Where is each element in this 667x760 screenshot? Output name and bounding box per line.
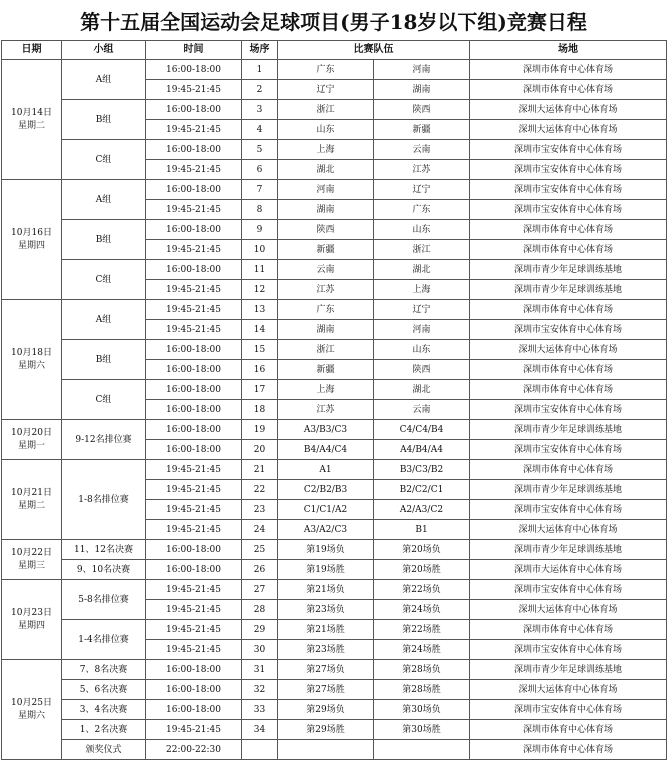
table-row: [2, 140, 667, 160]
venue-cell: 深圳大运体育中心体育场: [470, 680, 667, 700]
team2-cell: C4/C4/B4: [374, 420, 470, 440]
group-cell: 5、6名决赛: [62, 680, 146, 700]
team2-cell: 上海: [374, 280, 470, 300]
header-group: 小组: [62, 41, 146, 60]
team2-cell: 第22场负: [374, 580, 470, 600]
group-cell: 3、4名决赛: [62, 700, 146, 720]
venue-cell: 深圳市宝安体育中心体育场: [470, 640, 667, 660]
weekday-text: 星期三: [17, 560, 45, 571]
venue-cell: 深圳市体育中心体育场: [470, 740, 667, 760]
table-row: [2, 560, 667, 580]
match-no-cell: 11: [242, 260, 278, 280]
date-cell: [2, 420, 62, 460]
venue-cell: 深圳市青少年足球训练基地: [470, 280, 667, 300]
table-row: [2, 380, 667, 400]
team1-cell: 江苏: [278, 280, 374, 300]
team1-cell: 上海: [278, 380, 374, 400]
venue-cell: 深圳市青少年足球训练基地: [470, 660, 667, 680]
time-cell: 16:00-18:00: [146, 140, 242, 160]
time-cell: 16:00-18:00: [146, 100, 242, 120]
team1-cell: 第23场胜: [278, 640, 374, 660]
venue-cell: 深圳市宝安体育中心体育场: [470, 440, 667, 460]
team2-cell: 云南: [374, 140, 470, 160]
match-no-cell: 1: [242, 60, 278, 80]
time-cell: 16:00-18:00: [146, 440, 242, 460]
venue-cell: 深圳市宝安体育中心体育场: [470, 160, 667, 180]
match-no-cell: 6: [242, 160, 278, 180]
time-cell: 19:45-21:45: [146, 300, 242, 320]
match-no-cell: 16: [242, 360, 278, 380]
group-cell: 1、2名决赛: [62, 720, 146, 740]
group-cell: 5-8名排位赛: [62, 580, 146, 620]
time-cell: 16:00-18:00: [146, 340, 242, 360]
table-row: [2, 700, 667, 720]
match-no-cell: 28: [242, 600, 278, 620]
match-no-cell: 29: [242, 620, 278, 640]
team1-cell: 河南: [278, 180, 374, 200]
table-row: [2, 720, 667, 740]
group-cell: C组: [62, 260, 146, 300]
time-cell: 16:00-18:00: [146, 180, 242, 200]
venue-cell: 深圳市体育中心体育场: [470, 220, 667, 240]
venue-cell: 深圳市宝安体育中心体育场: [470, 320, 667, 340]
date-cell: [2, 540, 62, 580]
time-cell: 19:45-21:45: [146, 120, 242, 140]
table-row: [2, 180, 667, 200]
match-no-cell: 25: [242, 540, 278, 560]
table-row: [2, 580, 667, 600]
team2-cell: 湖北: [374, 380, 470, 400]
match-no-cell: 15: [242, 340, 278, 360]
team1-cell: C1/C1/A2: [278, 500, 374, 520]
group-cell: B组: [62, 100, 146, 140]
date-cell: [2, 660, 62, 760]
table-row: [2, 660, 667, 680]
match-no-cell: 14: [242, 320, 278, 340]
match-no-cell: 3: [242, 100, 278, 120]
team1-cell: A1: [278, 460, 374, 480]
team1-cell: 辽宁: [278, 80, 374, 100]
match-no-cell: 17: [242, 380, 278, 400]
match-no-cell: 24: [242, 520, 278, 540]
team1-cell: 上海: [278, 140, 374, 160]
venue-cell: 深圳大运体育中心体育场: [470, 100, 667, 120]
match-no-cell: 10: [242, 240, 278, 260]
team2-cell: 第24场负: [374, 600, 470, 620]
time-cell: 16:00-18:00: [146, 380, 242, 400]
group-cell: B组: [62, 340, 146, 380]
group-cell: B组: [62, 220, 146, 260]
match-no-cell: 7: [242, 180, 278, 200]
venue-cell: 深圳市宝安体育中心体育场: [470, 140, 667, 160]
weekday-text: 星期二: [17, 500, 45, 511]
venue-cell: 深圳市宝安体育中心体育场: [470, 180, 667, 200]
match-no-cell: 26: [242, 560, 278, 580]
team1-cell: 湖北: [278, 160, 374, 180]
group-cell: 7、8名决赛: [62, 660, 146, 680]
team2-cell: 云南: [374, 400, 470, 420]
weekday-text: 星期四: [17, 240, 45, 251]
venue-cell: 深圳市青少年足球训练基地: [470, 480, 667, 500]
team1-cell: B4/A4/C4: [278, 440, 374, 460]
table-row: [2, 300, 667, 320]
team2-cell: B2/C2/C1: [374, 480, 470, 500]
match-no-cell: 31: [242, 660, 278, 680]
venue-cell: 深圳市宝安体育中心体育场: [470, 400, 667, 420]
date-text: 10月25日: [11, 697, 52, 708]
team2-cell: 第20场胜: [374, 560, 470, 580]
page-title: 第十五届全国运动会足球项目(男子18岁以下组)竞赛日程: [80, 10, 587, 34]
venue-cell: 深圳市体育中心体育场: [470, 360, 667, 380]
team2-cell: 浙江: [374, 240, 470, 260]
weekday-text: 星期二: [17, 120, 45, 131]
header-teams: 比赛队伍: [278, 41, 470, 60]
time-cell: 16:00-18:00: [146, 420, 242, 440]
venue-cell: 深圳市青少年足球训练基地: [470, 260, 667, 280]
header-date: 日期: [2, 41, 62, 60]
venue-cell: 深圳市大运体育中心体育场: [470, 560, 667, 580]
table-row: [2, 220, 667, 240]
table-row: [2, 620, 667, 640]
venue-cell: 深圳大运体育中心体育场: [470, 520, 667, 540]
date-cell: [2, 460, 62, 540]
time-cell: 16:00-18:00: [146, 540, 242, 560]
match-no-cell: 8: [242, 200, 278, 220]
group-cell: A组: [62, 60, 146, 100]
table-row: [2, 680, 667, 700]
time-cell: 19:45-21:45: [146, 520, 242, 540]
match-no-cell: [242, 740, 278, 760]
time-cell: 16:00-18:00: [146, 680, 242, 700]
venue-cell: 深圳市青少年足球训练基地: [470, 420, 667, 440]
match-no-cell: 20: [242, 440, 278, 460]
table-row: [2, 540, 667, 560]
team2-cell: A2/A3/C2: [374, 500, 470, 520]
table-row: [2, 740, 667, 760]
match-no-cell: 9: [242, 220, 278, 240]
table-row: [2, 420, 667, 440]
group-cell: 1-8名排位赛: [62, 460, 146, 540]
time-cell: 16:00-18:00: [146, 220, 242, 240]
venue-cell: 深圳大运体育中心体育场: [470, 340, 667, 360]
team1-cell: 广东: [278, 300, 374, 320]
team1-cell: 第27场胜: [278, 680, 374, 700]
team2-cell: 陕西: [374, 360, 470, 380]
team1-cell: 浙江: [278, 100, 374, 120]
time-cell: 16:00-18:00: [146, 60, 242, 80]
match-no-cell: 12: [242, 280, 278, 300]
match-no-cell: 33: [242, 700, 278, 720]
date-cell: [2, 180, 62, 300]
venue-cell: 深圳大运体育中心体育场: [470, 600, 667, 620]
team2-cell: [374, 740, 470, 760]
match-no-cell: 34: [242, 720, 278, 740]
weekday-text: 星期六: [17, 360, 45, 371]
team1-cell: 第21场负: [278, 580, 374, 600]
table-row: [2, 260, 667, 280]
team2-cell: 陕西: [374, 100, 470, 120]
group-cell: 颁奖仪式: [62, 740, 146, 760]
weekday-text: 星期一: [17, 440, 45, 451]
date-cell: [2, 300, 62, 420]
header-row: [2, 41, 667, 60]
table-row: [2, 60, 667, 80]
team1-cell: C2/B2/B3: [278, 480, 374, 500]
group-cell: A组: [62, 180, 146, 220]
time-cell: 19:45-21:45: [146, 280, 242, 300]
team2-cell: 辽宁: [374, 180, 470, 200]
date-text: 10月23日: [11, 607, 52, 618]
group-cell: 1-4名排位赛: [62, 620, 146, 660]
team1-cell: 新疆: [278, 240, 374, 260]
header-match-no: 场序: [242, 41, 278, 60]
time-cell: 19:45-21:45: [146, 200, 242, 220]
table-row: [2, 100, 667, 120]
team1-cell: 第21场胜: [278, 620, 374, 640]
team2-cell: 第20场负: [374, 540, 470, 560]
date-text: 10月16日: [11, 227, 52, 238]
schedule-body: [2, 60, 667, 760]
team1-cell: [278, 740, 374, 760]
team1-cell: 广东: [278, 60, 374, 80]
time-cell: 16:00-18:00: [146, 400, 242, 420]
group-cell: 9、10名决赛: [62, 560, 146, 580]
venue-cell: 深圳市体育中心体育场: [470, 380, 667, 400]
date-cell: [2, 60, 62, 180]
team2-cell: 山东: [374, 220, 470, 240]
time-cell: 16:00-18:00: [146, 660, 242, 680]
match-no-cell: 22: [242, 480, 278, 500]
date-cell: [2, 580, 62, 660]
date-text: 10月20日: [11, 427, 52, 438]
team2-cell: 第30场负: [374, 700, 470, 720]
match-no-cell: 4: [242, 120, 278, 140]
time-cell: 19:45-21:45: [146, 240, 242, 260]
header-venue: 场地: [470, 41, 667, 60]
venue-cell: 深圳市宝安体育中心体育场: [470, 200, 667, 220]
team2-cell: 第28场负: [374, 660, 470, 680]
team1-cell: 第19场胜: [278, 560, 374, 580]
venue-cell: 深圳市体育中心体育场: [470, 300, 667, 320]
venue-cell: 深圳市体育中心体育场: [470, 80, 667, 100]
venue-cell: 深圳市宝安体育中心体育场: [470, 580, 667, 600]
schedule-table: [1, 40, 667, 760]
team2-cell: A4/B4/A4: [374, 440, 470, 460]
group-cell: 9-12名排位赛: [62, 420, 146, 460]
time-cell: 19:45-21:45: [146, 640, 242, 660]
time-cell: 16:00-18:00: [146, 260, 242, 280]
venue-cell: 深圳市体育中心体育场: [470, 460, 667, 480]
team2-cell: B1: [374, 520, 470, 540]
group-cell: C组: [62, 380, 146, 420]
team2-cell: 第28场胜: [374, 680, 470, 700]
time-cell: 19:45-21:45: [146, 460, 242, 480]
team1-cell: 第19场负: [278, 540, 374, 560]
team2-cell: 辽宁: [374, 300, 470, 320]
group-cell: 11、12名决赛: [62, 540, 146, 560]
team1-cell: 湖南: [278, 200, 374, 220]
date-text: 10月22日: [11, 547, 52, 558]
venue-cell: 深圳市体育中心体育场: [470, 720, 667, 740]
team2-cell: 湖北: [374, 260, 470, 280]
venue-cell: 深圳市宝安体育中心体育场: [470, 700, 667, 720]
team2-cell: 河南: [374, 320, 470, 340]
time-cell: 19:45-21:45: [146, 500, 242, 520]
time-cell: 19:45-21:45: [146, 580, 242, 600]
match-no-cell: 32: [242, 680, 278, 700]
time-cell: 16:00-18:00: [146, 560, 242, 580]
match-no-cell: 5: [242, 140, 278, 160]
time-cell: 19:45-21:45: [146, 600, 242, 620]
time-cell: 19:45-21:45: [146, 80, 242, 100]
time-cell: 19:45-21:45: [146, 480, 242, 500]
table-row: [2, 340, 667, 360]
team2-cell: 新疆: [374, 120, 470, 140]
team2-cell: 广东: [374, 200, 470, 220]
time-cell: 19:45-21:45: [146, 620, 242, 640]
time-cell: 19:45-21:45: [146, 720, 242, 740]
weekday-text: 星期四: [17, 620, 45, 631]
group-cell: C组: [62, 140, 146, 180]
match-no-cell: 23: [242, 500, 278, 520]
team1-cell: 新疆: [278, 360, 374, 380]
time-cell: 19:45-21:45: [146, 160, 242, 180]
time-cell: 22:00-22:30: [146, 740, 242, 760]
venue-cell: 深圳市体育中心体育场: [470, 60, 667, 80]
venue-cell: 深圳市宝安体育中心体育场: [470, 500, 667, 520]
team1-cell: 江苏: [278, 400, 374, 420]
team1-cell: 第29场负: [278, 700, 374, 720]
match-no-cell: 30: [242, 640, 278, 660]
team2-cell: B3/C3/B2: [374, 460, 470, 480]
venue-cell: 深圳大运体育中心体育场: [470, 120, 667, 140]
team2-cell: 江苏: [374, 160, 470, 180]
match-no-cell: 2: [242, 80, 278, 100]
date-text: 10月21日: [11, 487, 52, 498]
match-no-cell: 19: [242, 420, 278, 440]
venue-cell: 深圳市体育中心体育场: [470, 240, 667, 260]
date-text: 10月18日: [11, 347, 52, 358]
time-cell: 19:45-21:45: [146, 320, 242, 340]
team2-cell: 第24场胜: [374, 640, 470, 660]
venue-cell: 深圳市青少年足球训练基地: [470, 540, 667, 560]
match-no-cell: 27: [242, 580, 278, 600]
team1-cell: 第29场胜: [278, 720, 374, 740]
team1-cell: 第27场负: [278, 660, 374, 680]
team1-cell: 陕西: [278, 220, 374, 240]
team1-cell: 湖南: [278, 320, 374, 340]
team1-cell: 浙江: [278, 340, 374, 360]
team1-cell: 云南: [278, 260, 374, 280]
match-no-cell: 21: [242, 460, 278, 480]
team2-cell: 第30场胜: [374, 720, 470, 740]
weekday-text: 星期六: [17, 710, 45, 721]
match-no-cell: 18: [242, 400, 278, 420]
date-text: 10月14日: [11, 107, 52, 118]
time-cell: 16:00-18:00: [146, 360, 242, 380]
header-time: 时间: [146, 41, 242, 60]
team1-cell: 第23场负: [278, 600, 374, 620]
team2-cell: 第22场胜: [374, 620, 470, 640]
match-no-cell: 13: [242, 300, 278, 320]
group-cell: A组: [62, 300, 146, 340]
team2-cell: 山东: [374, 340, 470, 360]
team1-cell: A3/A2/C3: [278, 520, 374, 540]
time-cell: 16:00-18:00: [146, 700, 242, 720]
team1-cell: A3/B3/C3: [278, 420, 374, 440]
venue-cell: 深圳市体育中心体育场: [470, 620, 667, 640]
team2-cell: 湖南: [374, 80, 470, 100]
table-row: [2, 460, 667, 480]
team1-cell: 山东: [278, 120, 374, 140]
team2-cell: 河南: [374, 60, 470, 80]
